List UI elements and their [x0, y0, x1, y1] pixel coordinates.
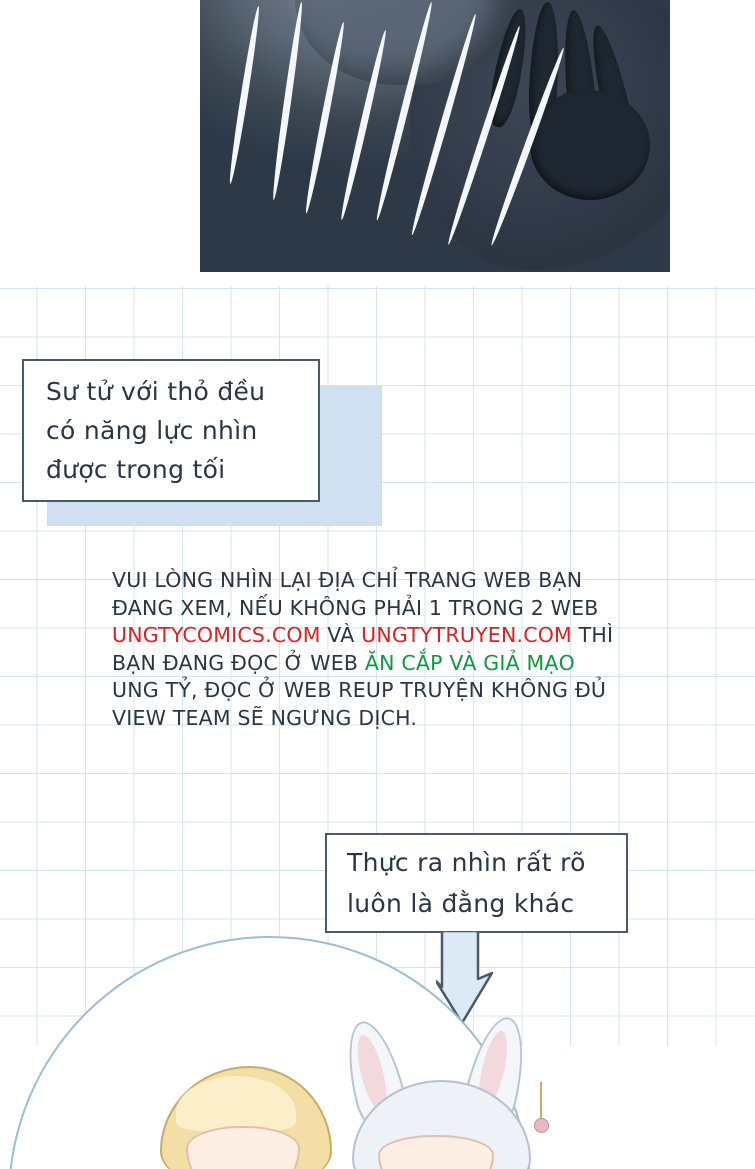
bubble-1-line-3: được trong tối: [46, 455, 226, 484]
white-character-face: [378, 1135, 494, 1169]
notice-line-2: ĐANG XEM, NẾU KHÔNG PHẢI 1 TRONG 2 WEB: [112, 595, 599, 620]
bubble-1-line-1: Sư tử với thỏ đều: [46, 377, 266, 406]
bottom-character-art: [0, 930, 755, 1169]
earring-chain: [540, 1082, 542, 1118]
bubble-2-line-1: Thực ra nhìn rất rõ: [347, 848, 586, 877]
website-notice: [112, 567, 642, 732]
bubble-2-line-2: luôn là đằng khác: [347, 889, 575, 918]
speech-bubble-1: [22, 359, 320, 502]
notice-line-1: VUI LÒNG NHÌN LẠI ĐỊA CHỈ TRANG WEB BẠN: [112, 568, 583, 592]
bubble-1-line-2: có năng lực nhìn: [46, 416, 258, 445]
notice-line-4-highlight: ĂN CẮP VÀ GIẢ MẠO: [364, 650, 575, 675]
earring-bead-icon: [534, 1118, 549, 1133]
notice-line-5: UNG TỶ, ĐỌC Ở WEB REUP TRUYỆN KHÔNG ĐỦ: [112, 678, 607, 702]
notice-site-2: UNGTYTRUYEN.COM: [361, 623, 572, 647]
comic-panel-claw-attack: [200, 0, 670, 272]
notice-line-4-prefix: BẠN ĐANG ĐỌC Ở WEB: [112, 650, 365, 675]
notice-line-3: [112, 622, 642, 650]
notice-line-6: VIEW TEAM SẼ NGƯNG DỊCH.: [112, 705, 418, 730]
speech-bubble-2: [325, 833, 628, 933]
claw-palm: [530, 90, 650, 200]
notice-line-3-tail: THÌ: [571, 623, 614, 647]
notice-conjunction: VÀ: [320, 623, 362, 647]
blond-character-face: [186, 1126, 300, 1169]
notice-site-1: UNGTYCOMICS.COM: [112, 623, 321, 647]
notice-line-4: [112, 650, 642, 678]
